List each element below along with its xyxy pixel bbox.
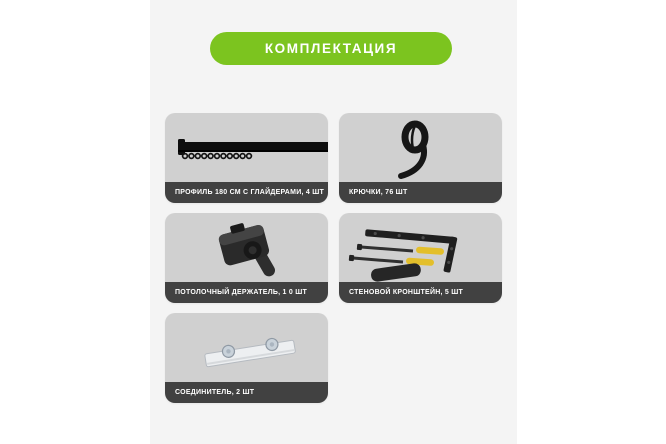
- curtain-rail-icon: [165, 113, 328, 182]
- card-caption: [165, 182, 328, 203]
- component-card-ceiling-holder: [165, 213, 328, 303]
- component-card-wall-bracket: [339, 213, 502, 303]
- component-card-connector: [165, 313, 328, 403]
- component-card-rail-profile: [165, 113, 328, 203]
- rail-connector-icon: [165, 313, 328, 382]
- wall-bracket-image: [339, 213, 502, 282]
- connector-image: [165, 313, 328, 382]
- card-caption-label: ПОТОЛОЧНЫЙ ДЕРЖАТЕЛЬ, 1 0 ШТ: [175, 289, 308, 296]
- card-caption: [165, 382, 328, 403]
- card-caption-label: СОЕДИНИТЕЛЬ, 2 ШТ: [175, 389, 255, 396]
- rail-profile-image: [165, 113, 328, 182]
- card-caption-label: ПРОФИЛЬ 180 СМ С ГЛАЙДЕРАМИ, 4 ШТ: [175, 189, 325, 196]
- card-caption: [165, 282, 328, 303]
- section-title: КОМПЛЕКТАЦИЯ: [264, 41, 398, 56]
- card-caption-label: КРЮЧКИ, 76 ШТ: [349, 189, 408, 196]
- component-card-hooks: [339, 113, 502, 203]
- section-title-badge: [210, 32, 452, 65]
- ceiling-holder-icon: [165, 213, 328, 282]
- card-caption: [339, 282, 502, 303]
- card-caption-label: СТЕНОВОЙ КРОНШТЕЙН, 5 ШТ: [349, 289, 464, 296]
- hooks-image: [339, 113, 502, 182]
- content-panel: [150, 0, 517, 444]
- curtain-hook-icon: [339, 113, 502, 182]
- card-caption: [339, 182, 502, 203]
- wall-bracket-icon: [339, 213, 502, 282]
- ceiling-holder-image: [165, 213, 328, 282]
